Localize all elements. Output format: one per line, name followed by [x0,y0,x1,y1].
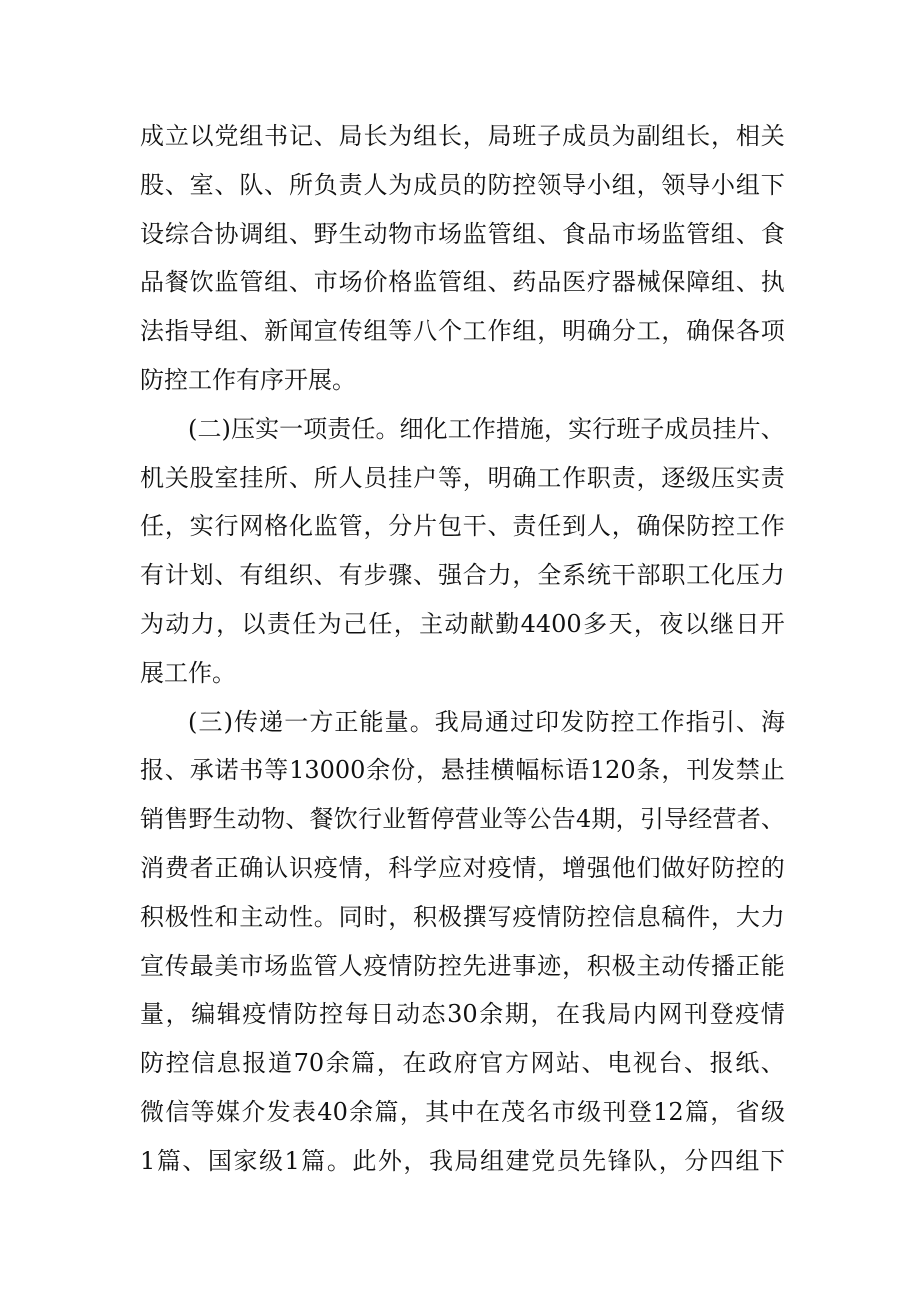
text-line: 有 计 划 、 有 组 织 、 有 步 骤 、 强 合 力 ， 全 系 统 干 部 职 工 化 压 力 [140,561,785,590]
text-line: 展工作。 [140,658,236,687]
text-line: 报 、 承 诺 书 等 13000 余 份 ， 悬 挂 横 幅 标 语 120 条 ， 刊 发 禁 止 [140,756,785,785]
text-line: 防 控 信 息 报 道 70 余 篇 ， 在 政 府 官 方 网 站 、 电 视 台 、 报 纸 、 [140,1049,785,1078]
text-line: 为 动 力 ， 以 责 任 为 己 任 ， 主 动 献 勤 4400 多 天 ， 夜 以 继 日 开 [140,609,785,638]
text-line: 1 篇 、 国 家 级 1 篇 。 此 外 ， 我 局 组 建 党 员 先 锋 队 ， 分 四 组 下 [140,1146,785,1175]
text-line: ( 三 ) 传 递 一 方 正 能 量 。 我 局 通 过 印 发 防 控 工 作 指 引 、 海 [188,707,785,736]
text-line: 量 ， 编 辑 疫 情 防 控 每 日 动 态 30 余 期 ， 在 我 局 内 网 刊 登 疫 情 [140,1000,785,1029]
text-line: 积 极 性 和 主 动 性 。 同 时 ， 积 极 撰 写 疫 情 防 控 信 息 稿 件 ， 大 力 [140,902,785,931]
text-line: 宣 传 最 美 市 场 监 管 人 疫 情 防 控 先 进 事 迹 ， 积 极 主 动 传 播 正 能 [140,951,785,980]
text-line: 品 餐 饮 监 管 组 、 市 场 价 格 监 管 组 、 药 品 医 疗 器 械 保 障 组 、 执 [140,268,785,297]
text-line: 成 立 以 党 组 书 记 、 局 长 为 组 长 ， 局 班 子 成 员 为 副 组 长 ， 相 关 [140,122,785,150]
text-line: 防控工作有序开展。 [140,365,356,394]
text-line: 销 售 野 生 动 物 、 餐 饮 行 业 暂 停 营 业 等 公 告 4 期 ， 引 导 经 营 者 、 [140,805,785,834]
text-line: 法 指 导 组 、 新 闻 宣 传 组 等 八 个 工 作 组 ， 明 确 分 工 ， 确 保 各 项 [140,317,785,346]
text-line: 任 ， 实 行 网 格 化 监 管 ， 分 片 包 干 、 责 任 到 人 ， 确 保 防 控 工 作 [140,512,785,541]
body-text [140,112,785,1186]
text-line: ( 二 ) 压 实 一 项 责 任 。 细 化 工 作 措 施 ， 实 行 班 子 成 员 挂 片 、 [188,414,785,443]
text-line: 消 费 者 正 确 认 识 疫 情 ， 科 学 应 对 疫 情 ， 增 强 他 们 做 好 防 控 的 [140,853,785,882]
text-line: 设 综 合 协 调 组 、 野 生 动 物 市 场 监 管 组 、 食 品 市 场 监 管 组 、 食 [140,219,785,248]
text-line: 微 信 等 媒 介 发 表 40 余 篇 ， 其 中 在 茂 名 市 级 刊 登 12 篇 ， 省 级 [140,1097,785,1126]
text-line: 机 关 股 室 挂 所 、 所 人 员 挂 户 等 ， 明 确 工 作 职 责 ， 逐 级 压 实 责 [140,463,785,492]
text-line: 股 、 室 、 队 、 所 负 责 人 为 成 员 的 防 控 领 导 小 组 ， 领 导 小 组 下 [140,170,785,199]
